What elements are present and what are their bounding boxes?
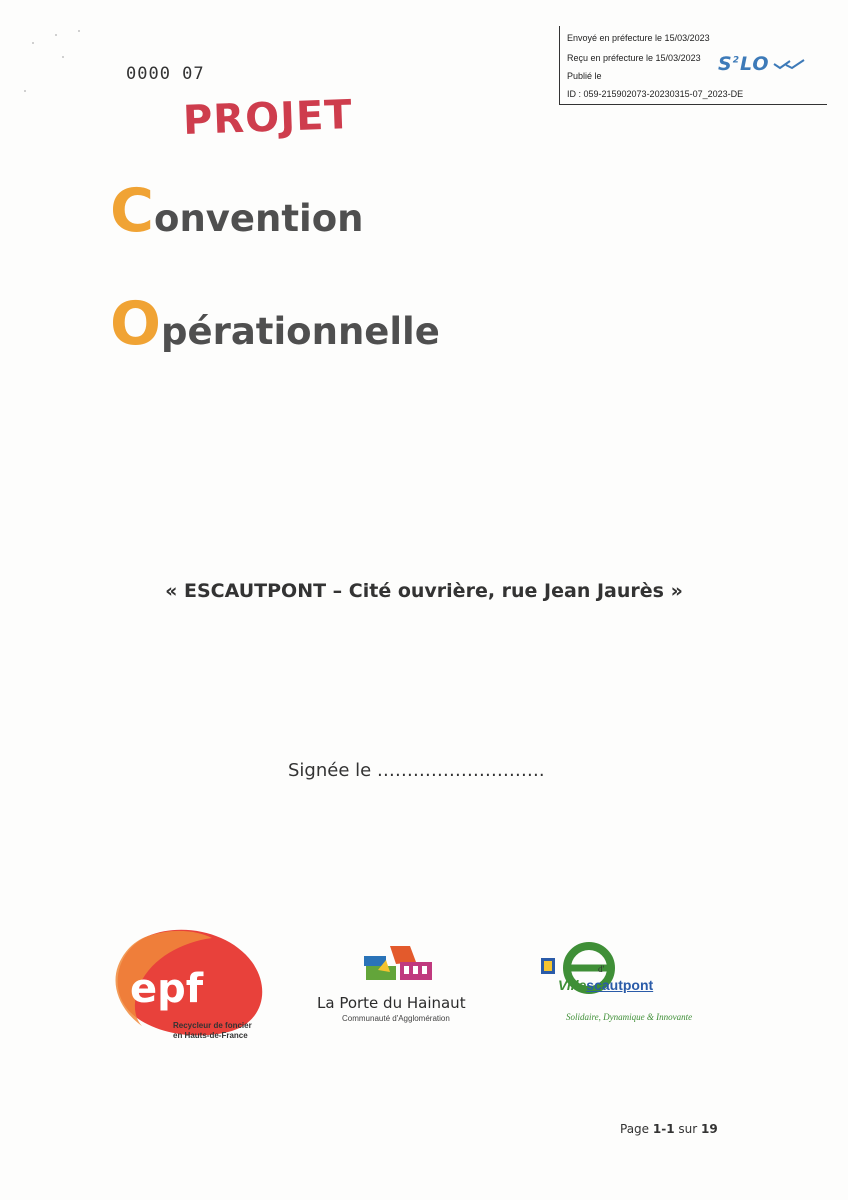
document-number: 0000 07: [126, 64, 205, 84]
page-separator: sur: [678, 1122, 698, 1136]
prefecture-stamp: [559, 26, 827, 105]
convention-subject: « ESCAUTPONT – Cité ouvrière, rue Jean Jaurès »: [165, 580, 683, 602]
ville-escautpont-name: [558, 977, 653, 993]
title-initial-o: O: [110, 289, 162, 359]
epf-logo-text: epf: [130, 966, 204, 1012]
title-rest-1: onvention: [154, 197, 364, 240]
stamp-received-date: Reçu en préfecture le 15/03/2023: [567, 53, 701, 63]
epf-tagline: [173, 1021, 252, 1041]
ville-d-prefix: d': [598, 964, 605, 974]
draft-stamp: PROJET: [182, 92, 354, 144]
ville-town: scautpont: [586, 977, 654, 993]
checkmark-icon: [772, 58, 806, 70]
page-current: 1-1: [652, 1122, 675, 1136]
title-initial-c: C: [110, 176, 155, 246]
scan-speck: [62, 56, 64, 58]
s2low-logo: $S^2LO$: [718, 53, 770, 75]
title-line-2: [110, 289, 440, 359]
title-rest-2: pérationnelle: [161, 310, 440, 353]
page-number: [620, 1122, 718, 1136]
epf-tagline-2: en Hauts-de-France: [173, 1031, 248, 1040]
ville-tagline: Solidaire, Dynamique & Innovante: [566, 1012, 693, 1022]
page-prefix: Page: [620, 1122, 650, 1136]
porte-du-hainaut-emblem: [360, 942, 444, 988]
stamp-id: ID : 059-215902073-20230315-07_2023-DE: [567, 89, 744, 99]
epf-tagline-1: Recycleur de foncier: [173, 1021, 252, 1030]
porte-du-hainaut-subtitle: Communauté d'Agglomération: [342, 1014, 450, 1023]
stamp-published: Publié le: [567, 71, 602, 81]
page-total: 19: [701, 1122, 718, 1136]
scan-speck: [78, 30, 80, 32]
stamp-sent-date: Envoyé en préfecture le 15/03/2023: [567, 33, 710, 43]
title-line-1: [110, 176, 364, 246]
scan-speck: [55, 34, 57, 36]
scan-speck: [32, 42, 34, 44]
ville-word: Ville: [558, 977, 587, 993]
signature-date-line: Signée le ……………………….: [288, 760, 545, 781]
scan-speck: [24, 90, 26, 92]
porte-du-hainaut-name: La Porte du Hainaut: [317, 994, 466, 1012]
